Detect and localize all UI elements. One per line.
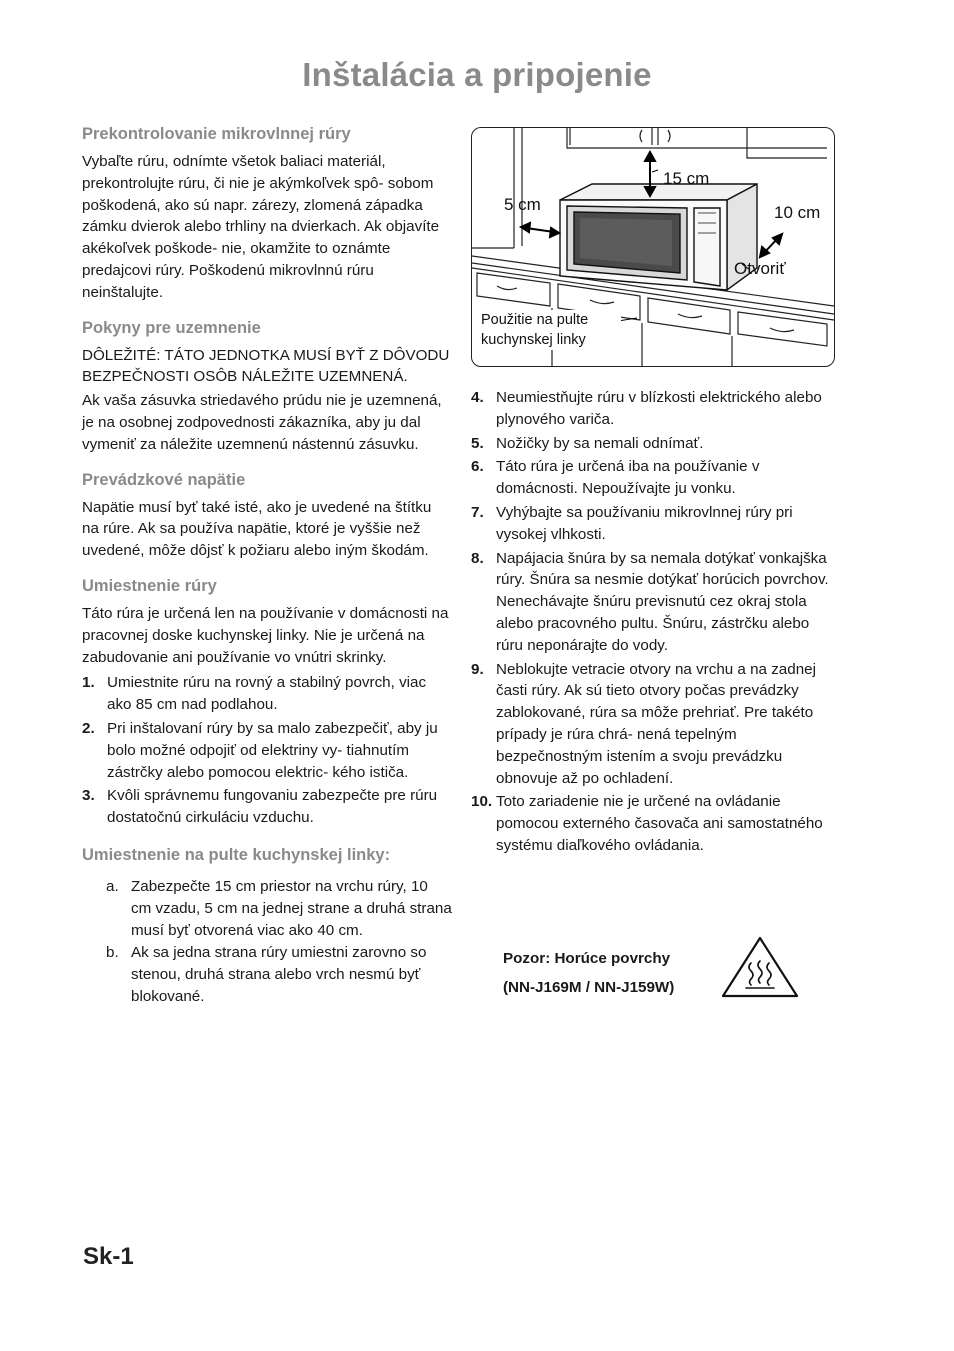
right-column — [471, 387, 836, 859]
section-body-ground: Ak vaša zásuvka striedavého prúdu nie je uzemnená, je na osobnej zodpovednosti zákazníka, aby ju dal vymeniť za náležite uzemnenú nástennú zásuvku. — [82, 392, 442, 453]
list-item — [471, 502, 836, 546]
list-item-text: Kvôli správnemu fungovaniu zabezpečte pre rúru dostatočnú cirkuláciu vzduchu. — [107, 787, 438, 827]
open-side-label: Otvoriť — [734, 259, 786, 278]
list-item — [106, 876, 452, 941]
list-item — [471, 456, 836, 500]
section-heading-ground: Pokyny pre uzemnenie — [82, 318, 261, 337]
important-notice: DÔLEŽITÉ: TÁTO JEDNOTKA MUSÍ BYŤ Z DÔVODU BEZPEČNOSTI OSÔB NÁLEŽITE UZEMNENÁ. — [82, 346, 450, 386]
section-heading-placement: Umiestnenie rúry — [82, 576, 217, 595]
list-item-number: 6. — [471, 458, 484, 476]
list-item-text: Neumiestňujte rúru v blízkosti elektrického alebo plynového variča. — [496, 389, 822, 428]
list-item-text: Zabezpečte 15 cm priestor na vrchu rúry, 10 cm vzadu, 5 cm na jednej strane a druhá strana musí byť otvorená viac ako 40 cm. — [131, 877, 452, 939]
installation-diagram — [471, 127, 835, 367]
list-item-text: Napájacia šnúra by sa nemala dotýkať vonkajška rúry. Šnúra sa nesmie dotýkať horúcich povrchov. Nenechávajte šnúru previsnutú cez okraj stola alebo pracovného pultu. Šnúru, zástrčku alebo rúru neponárajte do vody. — [496, 549, 829, 654]
section-body-placement: Táto rúra je určená len na používanie v domácnosti na pracovnej doske kuchynskej linky. Nie je určená na zabudovanie ani používanie vo vnútri skrinky. — [82, 604, 449, 666]
hot-surface-warning-icon — [720, 935, 800, 999]
section-heading-counter: Umiestnenie na pulte kuchynskej linky: — [82, 845, 391, 864]
list-item — [471, 659, 836, 790]
list-item — [82, 672, 452, 716]
clearance-side-label: 5 cm — [504, 195, 541, 214]
safety-list — [471, 387, 836, 857]
list-item-text: Vyhýbajte sa používaniu mikrovlnnej rúry pri vysokej vlhkosti. — [496, 503, 793, 543]
warning-models: (NN-J169M / NN-J159W) — [503, 979, 675, 996]
list-item — [471, 387, 836, 431]
list-item-number: 2. — [82, 719, 95, 737]
list-item-number: 7. — [471, 503, 484, 521]
section-heading-voltage: Prevádzkové napätie — [82, 470, 246, 489]
list-item — [471, 791, 836, 856]
list-item-letter: b. — [106, 944, 119, 962]
list-item-text: Umiestnite rúru na rovný a stabilný povrch, viac ako 85 cm nad podlahou. — [107, 674, 427, 714]
list-item-number: 3. — [82, 787, 95, 805]
list-item-number: 1. — [82, 674, 95, 692]
clearance-back-label: 10 cm — [774, 203, 821, 222]
warning-title: Pozor: Horúce povrchy — [503, 950, 671, 967]
hot-surface-warning — [503, 944, 723, 1002]
list-item-letter: a. — [106, 877, 119, 895]
list-item-number: 9. — [471, 660, 484, 678]
counter-list — [82, 876, 452, 1008]
list-item — [82, 785, 452, 829]
list-item-number: 4. — [471, 389, 484, 406]
list-item-text: Nožičky by sa nemali odnímať. — [496, 434, 704, 452]
list-item-text: Toto zariadenie nie je určené na ovládanie pomocou externého časovača ani samostatného systému diaľkového ovládania. — [496, 793, 823, 854]
section-heading-check: Prekontrolovanie mikrovlnnej rúry — [82, 125, 351, 143]
list-item-text: Táto rúra je určená iba na používanie v domácnosti. Nepoužívajte ju vonku. — [496, 458, 760, 498]
section-body-check: Vybaľte rúru, odnímte všetok baliaci materiál, prekontrolujte rúru, či nie je akýmkoľvek spô- sobom poškodená, ako sú napr. zárezy, zlomená západka zámku dvierok alebo trhliny na dvierkach. Ak objavíte akékoľvek poškode- nie, okamžite to oznámte predajcovi rúry. Poškodenú mikrovlnnú rúru neinštalujte. — [82, 153, 440, 301]
left-column — [82, 124, 452, 1009]
list-item-number: 8. — [471, 549, 484, 567]
page-title: Inštalácia a pripojenie — [302, 56, 652, 93]
section-body-voltage: Napätie musí byť také isté, ako je uvedené na štítku na rúre. Ak sa používa napätie, ktoré je vyššie než uvedené, môže dôjsť k požiaru alebo iným škodám. — [82, 498, 432, 560]
list-item-text: Neblokujte vetracie otvory na vrchu a na zadnej časti rúry. Ak sú tieto otvory počas prevádzky zablokované, rúra sa môže prehriať. Pre takéto prípady je rúra chrá- nená tepelným bezpečnostným istením a svoju prevádzku obnovuje až po ochladení. — [496, 660, 816, 787]
list-item-text: Pri inštalovaní rúry by sa malo zabezpečiť, aby ju bolo možné odpojiť od elektriny vy- tiahnutím zástrčky alebo pomocou elektric- kého ističa. — [107, 719, 438, 781]
list-item-text: Ak sa jedna strana rúry umiestni zarovno so stenou, druhá strana alebo vrch nesmú byť blokované. — [131, 944, 427, 1005]
list-item — [106, 942, 452, 1007]
list-item-number: 5. — [471, 434, 484, 452]
clearance-top-label: 15 cm — [663, 169, 710, 188]
list-item-number: 10. — [471, 793, 493, 811]
list-item — [471, 433, 836, 455]
list-item — [82, 718, 452, 783]
page-number: Sk-1 — [83, 1243, 134, 1270]
countertop-usage-label: Použitie na pulte kuchynskej linky — [481, 310, 621, 350]
placement-list — [82, 672, 452, 829]
list-item — [471, 548, 836, 657]
